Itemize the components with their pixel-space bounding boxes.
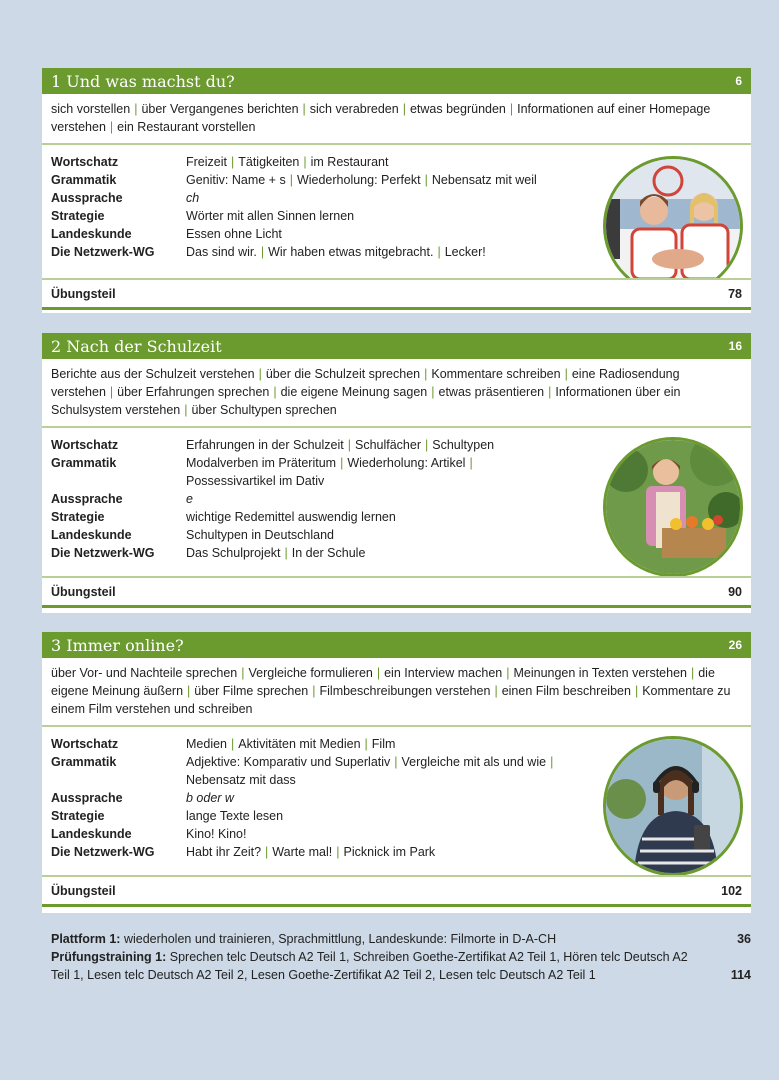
detail-value: Medien: [186, 737, 227, 751]
intro-item: über Vergangenes berichten: [141, 102, 299, 116]
intro-item: über Schultypen sprechen: [191, 403, 337, 417]
detail-label: Grammatik: [51, 755, 117, 769]
plattform-entry: [51, 930, 751, 984]
intro-item: Vergleiche formulieren: [248, 666, 373, 680]
detail-value: Wiederholung: Perfekt: [296, 173, 421, 187]
detail-value: Adjektive: Komparativ und Superlativ: [186, 755, 391, 769]
unit-title: 2 Nach der Schulzeit: [51, 336, 222, 356]
detail-row: Wortschatz Medien | Aktivitäten mit Medien | Film: [51, 737, 396, 751]
exercise-part-label: Übungsteil: [51, 883, 116, 898]
detail-value: Modalverben im Präteritum: [186, 456, 337, 470]
exercise-part-bar: [42, 576, 751, 608]
detail-label: Wortschatz: [51, 155, 119, 169]
detail-row: Die Netzwerk-WG Das sind wir. | Wir haben etwas mitgebracht. | Lecker!: [51, 245, 486, 259]
unit-photo-gardener: [603, 437, 743, 577]
intro-item: Filmbeschreibungen verstehen: [319, 684, 491, 698]
intro-item: über die Schulzeit sprechen: [265, 367, 421, 381]
intro-item: Berichte aus der Schulzeit verstehen: [51, 367, 255, 381]
exercise-part-label: Übungsteil: [51, 584, 116, 599]
detail-value: e: [186, 492, 193, 506]
pruefung-text-line2: Teil 1, Lesen telc Deutsch A2 Teil 2, Lesen Goethe-Zertifikat A2 Teil 2, Lesen telc Deutsch A2 Teil 1: [51, 968, 596, 982]
detail-label: Aussprache: [51, 791, 123, 805]
intro-item: etwas präsentieren: [438, 385, 545, 399]
detail-label: Strategie: [51, 809, 105, 823]
intro-item: Kommentare zu einem Film verstehen und schreiben: [51, 684, 731, 716]
unit-intro: Berichte aus der Schulzeit verstehen | über die Schulzeit sprechen | Kommentare schreiben | eine Radiosendung verstehen | über Erfahrungen sprechen | die eigene Meinung sagen | etwas präsentieren | Informationen über ein Schulsystem verstehen | über Schultypen sprechen: [42, 359, 751, 428]
unit-intro: sich vorstellen | über Vergangenes berichten | sich verabreden | etwas begründen | Informationen auf einer Homepage verstehen | ein Restaurant vorstellen: [42, 94, 751, 145]
detail-row: Wortschatz Erfahrungen in der Schulzeit | Schulfächer | Schultypen: [51, 438, 495, 452]
pruefung-label: Prüfungstraining 1:: [51, 950, 167, 964]
detail-value: Essen ohne Licht: [186, 227, 282, 241]
intro-item: sich vorstellen: [51, 102, 131, 116]
detail-value: Erfahrungen in der Schulzeit: [186, 438, 344, 452]
pruefung-page: 114: [730, 968, 751, 982]
detail-row: Grammatik Modalverben im Präteritum | Wiederholung: Artikel | Possessivartikel im Dativ: [51, 456, 473, 488]
detail-value: Nebensatz mit weil: [431, 173, 537, 187]
plattform-label: Plattform 1:: [51, 932, 121, 946]
detail-value: Wir haben etwas mitgebracht.: [268, 245, 434, 259]
exercise-part-page: 78: [728, 286, 742, 301]
detail-label: Landeskunde: [51, 827, 132, 841]
detail-label: Strategie: [51, 209, 105, 223]
unit-start-page: 26: [728, 638, 742, 652]
detail-label: Landeskunde: [51, 528, 132, 542]
detail-label: Grammatik: [51, 173, 117, 187]
exercise-part-bar: [42, 278, 751, 310]
detail-value: Das sind wir.: [186, 245, 257, 259]
detail-value: Aktivitäten mit Medien: [238, 737, 361, 751]
detail-label: Aussprache: [51, 191, 123, 205]
unit-photo-girl-with-headphones: [603, 736, 743, 876]
unit-start-page: 6: [735, 74, 742, 88]
detail-value: wichtige Redemittel auswendig lernen: [186, 510, 396, 524]
detail-value: Wiederholung: Artikel: [347, 456, 466, 470]
exercise-part-page: 102: [721, 883, 742, 898]
detail-value: Schultypen in Deutschland: [186, 528, 335, 542]
detail-value: Schulfächer: [354, 438, 421, 452]
unit-header: [42, 68, 751, 94]
detail-value: Picknick im Park: [343, 845, 436, 859]
intro-item: sich verabreden: [309, 102, 399, 116]
intro-item: Kommentare schreiben: [431, 367, 561, 381]
detail-value: Genitiv: Name + s: [186, 173, 286, 187]
detail-value: Kino! Kino!: [186, 827, 247, 841]
unit-2: [42, 333, 751, 613]
intro-item: die eigene Meinung sagen: [280, 385, 428, 399]
detail-label: Die Netzwerk-WG: [51, 845, 155, 859]
detail-value: lange Texte lesen: [186, 809, 284, 823]
detail-value: Tätigkeiten: [238, 155, 300, 169]
detail-label: Wortschatz: [51, 438, 119, 452]
exercise-part-page: 90: [728, 584, 742, 599]
detail-label: Aussprache: [51, 492, 123, 506]
detail-label: Landeskunde: [51, 227, 132, 241]
detail-value: Das Schulprojekt: [186, 546, 281, 560]
unit-3: [42, 632, 751, 913]
intro-item: einen Film beschreiben: [501, 684, 631, 698]
detail-label: Grammatik: [51, 456, 117, 470]
plattform-page: 36: [737, 932, 751, 946]
detail-label: Die Netzwerk-WG: [51, 245, 155, 259]
intro-item: über Filme sprechen: [194, 684, 309, 698]
exercise-part-label: Übungsteil: [51, 286, 116, 301]
detail-value: Vergleiche mit als und wie: [401, 755, 547, 769]
detail-label: Wortschatz: [51, 737, 119, 751]
detail-value: Nebensatz mit dass: [186, 773, 296, 787]
detail-label: Die Netzwerk-WG: [51, 546, 155, 560]
unit-title: 3 Immer online?: [51, 635, 184, 655]
intro-item: etwas begründen: [409, 102, 506, 116]
intro-item: Informationen auf einer Homepage verstehen: [51, 102, 711, 134]
unit-header: [42, 333, 751, 359]
unit-start-page: 16: [728, 339, 742, 353]
unit-title: 1 Und was machst du?: [51, 71, 235, 91]
intro-item: ein Interview machen: [384, 666, 503, 680]
detail-row: Grammatik Adjektive: Komparativ und Superlativ | Vergleiche mit als und wie | Nebensatz mit dass: [51, 755, 554, 787]
detail-row: Die Netzwerk-WG Das Schulprojekt | In der Schule: [51, 546, 366, 560]
intro-item: Meinungen in Texten verstehen: [513, 666, 687, 680]
intro-item: Informationen über ein Schulsystem verstehen: [51, 385, 681, 417]
unit-1: [42, 68, 751, 313]
detail-row: Die Netzwerk-WG Habt ihr Zeit? | Warte mal! | Picknick im Park: [51, 845, 436, 859]
exercise-part-bar: [42, 875, 751, 907]
detail-value: b oder w: [186, 791, 234, 805]
intro-item: eine Radiosendung verstehen: [51, 367, 680, 399]
detail-value: Schultypen: [432, 438, 495, 452]
detail-row: Grammatik Genitiv: Name + s | Wiederholung: Perfekt | Nebensatz mit weil: [51, 173, 537, 187]
intro-item: über Vor- und Nachteile sprechen: [51, 666, 238, 680]
detail-value: ch: [186, 191, 200, 205]
intro-item: über Erfahrungen sprechen: [117, 385, 270, 399]
detail-row: Wortschatz Freizeit | Tätigkeiten | im Restaurant: [51, 155, 389, 169]
detail-value: Freizeit: [186, 155, 227, 169]
detail-value: In der Schule: [291, 546, 366, 560]
intro-item: ein Restaurant vorstellen: [117, 120, 256, 134]
plattform-text: wiederholen und trainieren, Sprachmittlung, Landeskunde: Filmorte in D-A-CH: [123, 932, 557, 946]
unit-photo-basketball-team: [603, 156, 743, 296]
detail-value: Wörter mit allen Sinnen lernen: [186, 209, 355, 223]
unit-intro: über Vor- und Nachteile sprechen | Vergleiche formulieren | ein Interview machen | Meinungen in Texten verstehen | die eigene Meinung äußern | über Filme sprechen | Filmbeschreibungen verstehen | einen Film beschreiben | Kommentare zu einem Film verstehen und schreiben: [42, 658, 751, 727]
pruefung-entry: [51, 948, 751, 966]
detail-value: Warte mal!: [272, 845, 333, 859]
detail-value: Habt ihr Zeit?: [186, 845, 262, 859]
detail-label: Strategie: [51, 510, 105, 524]
detail-value: Film: [371, 737, 396, 751]
detail-value: im Restaurant: [310, 155, 389, 169]
detail-value: Lecker!: [444, 245, 486, 259]
detail-value: Possessivartikel im Dativ: [186, 474, 325, 488]
unit-header: [42, 632, 751, 658]
pruefung-text-line1: Sprechen telc Deutsch A2 Teil 1, Schreiben Goethe-Zertifikat A2 Teil 1, Hören telc Deutsch A2: [169, 950, 688, 964]
intro-item: die eigene Meinung äußern: [51, 666, 715, 698]
